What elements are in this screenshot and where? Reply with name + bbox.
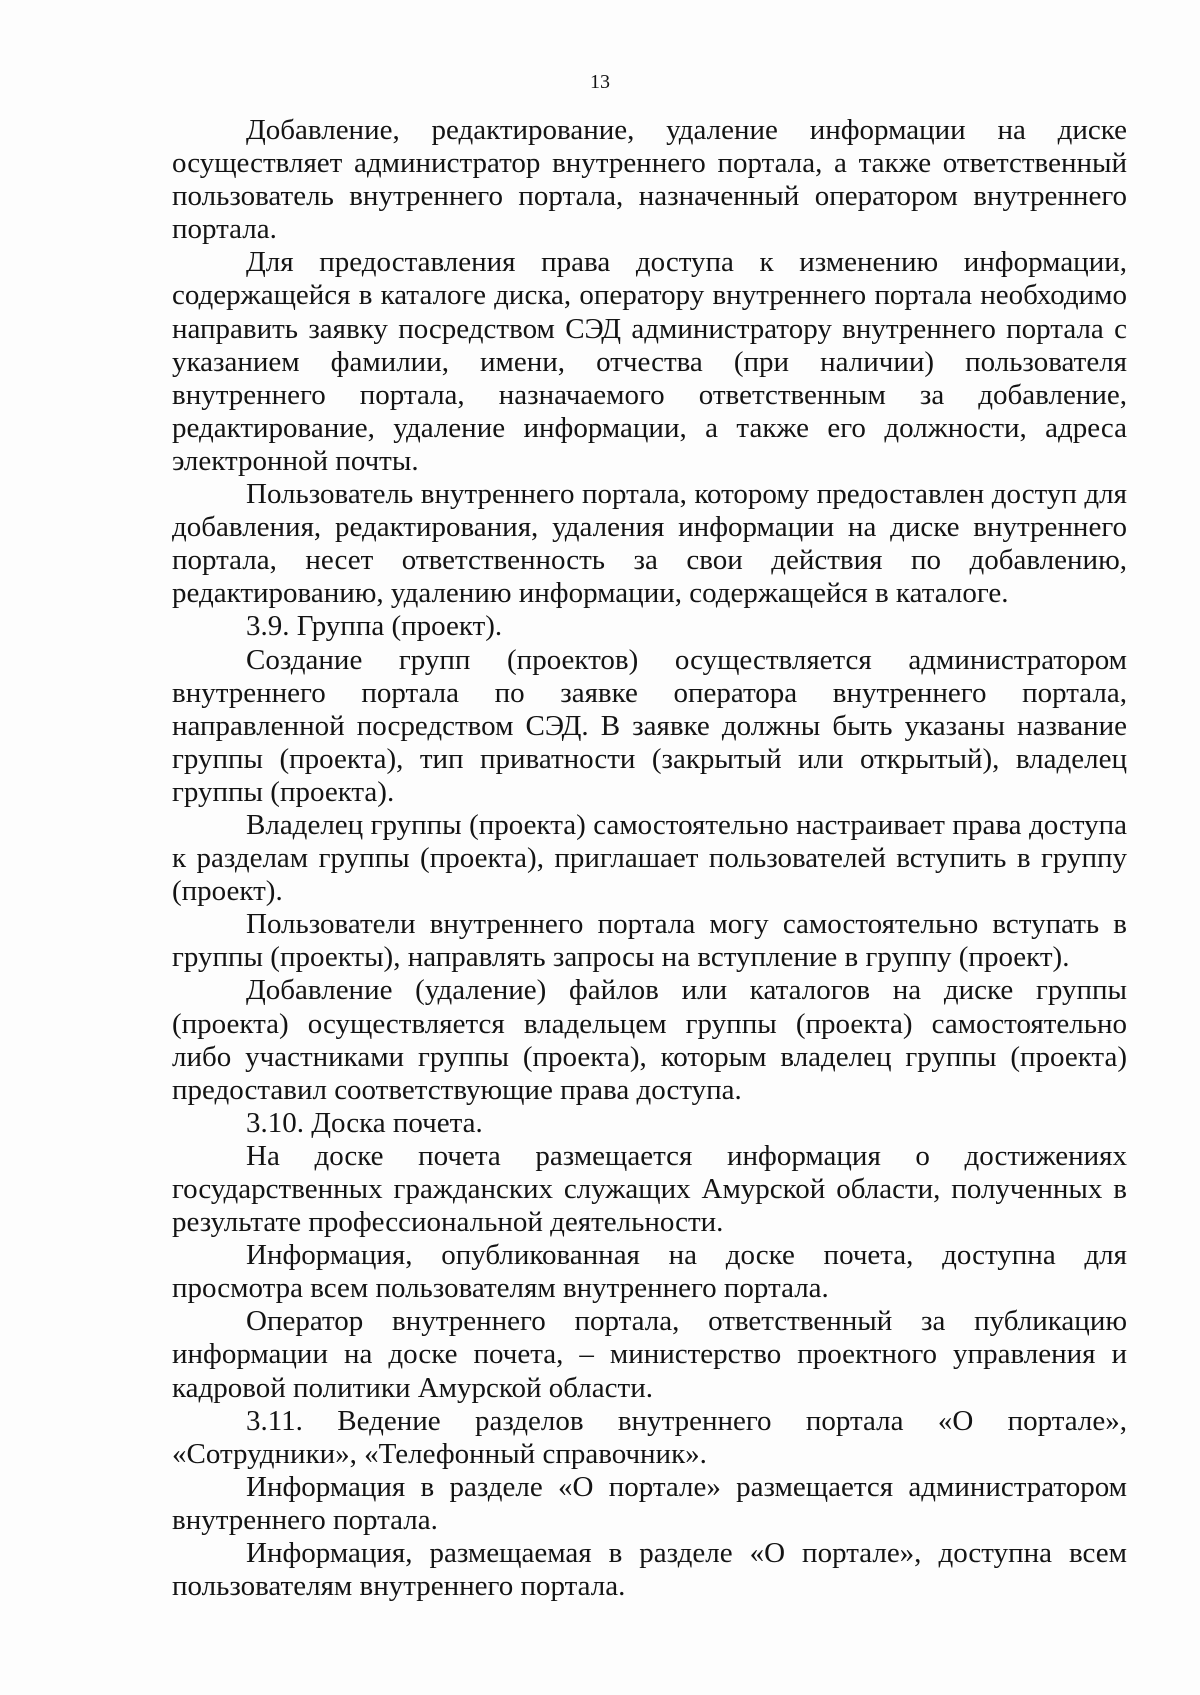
- section-heading: 3.11. Ведение разделов внутреннего портала «О портале», «Сотрудники», «Телефонный справочник».: [172, 1404, 1127, 1470]
- page-number: 13: [590, 71, 610, 93]
- paragraph: На доске почета размещается информация о достижениях государственных гражданских служащих Амурской области, полученных в результате профессиональной деятельности.: [172, 1139, 1127, 1239]
- paragraph: Информация, опубликованная на доске почета, доступна для просмотра всем пользователям внутреннего портала.: [172, 1239, 1127, 1305]
- paragraph: Добавление, редактирование, удаление информации на диске осуществляет администратор внутреннего портала, а также ответственный пользователь внутреннего портала, назначенный оператором внутреннего портала.: [172, 114, 1127, 246]
- paragraph: Информация, размещаемая в разделе «О портале», доступна всем пользователям внутреннего портала.: [172, 1537, 1127, 1603]
- paragraph: Создание групп (проектов) осуществляется администратором внутреннего портала по заявке оператора внутреннего портала, направленной посредством СЭД. В заявке должны быть указаны название группы (проекта), тип приватности (закрытый или открытый), владелец группы (проекта).: [172, 643, 1127, 808]
- paragraph: Для предоставления права доступа к изменению информации, содержащейся в каталоге диска, оператору внутреннего портала необходимо направить заявку посредством СЭД администратору внутреннего портала с указанием фамилии, имени, отчества (при наличии) пользователя внутреннего портала, назначаемого ответственным за добавление, редактирование, удаление информации, а также его должности, адреса электронной почты.: [172, 246, 1127, 477]
- document-body: [172, 114, 1127, 1603]
- paragraph: Информация в разделе «О портале» размещается администратором внутреннего портала.: [172, 1470, 1127, 1536]
- paragraph: Владелец группы (проекта) самостоятельно настраивает права доступа к разделам группы (проекта), приглашает пользователей вступить в группу (проект).: [172, 808, 1127, 908]
- paragraph: Пользователи внутреннего портала могу самостоятельно вступать в группы (проекты), направлять запросы на вступление в группу (проект).: [172, 908, 1127, 974]
- section-heading: 3.9. Группа (проект).: [246, 610, 503, 643]
- section-heading: 3.10. Доска почета.: [246, 1106, 483, 1139]
- paragraph: Оператор внутреннего портала, ответственный за публикацию информации на доске почета, – министерство проектного управления и кадровой политики Амурской области.: [172, 1305, 1127, 1404]
- paragraph: Добавление (удаление) файлов или каталогов на диске группы (проекта) осуществляется владельцем группы (проекта) самостоятельно либо участниками группы (проекта), которым владелец группы (проекта) предоставил соответствующие права доступа.: [172, 974, 1127, 1106]
- paragraph: Пользователь внутреннего портала, которому предоставлен доступ для добавления, редактирования, удаления информации на диске внутреннего портала, несет ответственность за свои действия по добавлению, редактированию, удалению информации, содержащейся в каталоге.: [172, 478, 1127, 610]
